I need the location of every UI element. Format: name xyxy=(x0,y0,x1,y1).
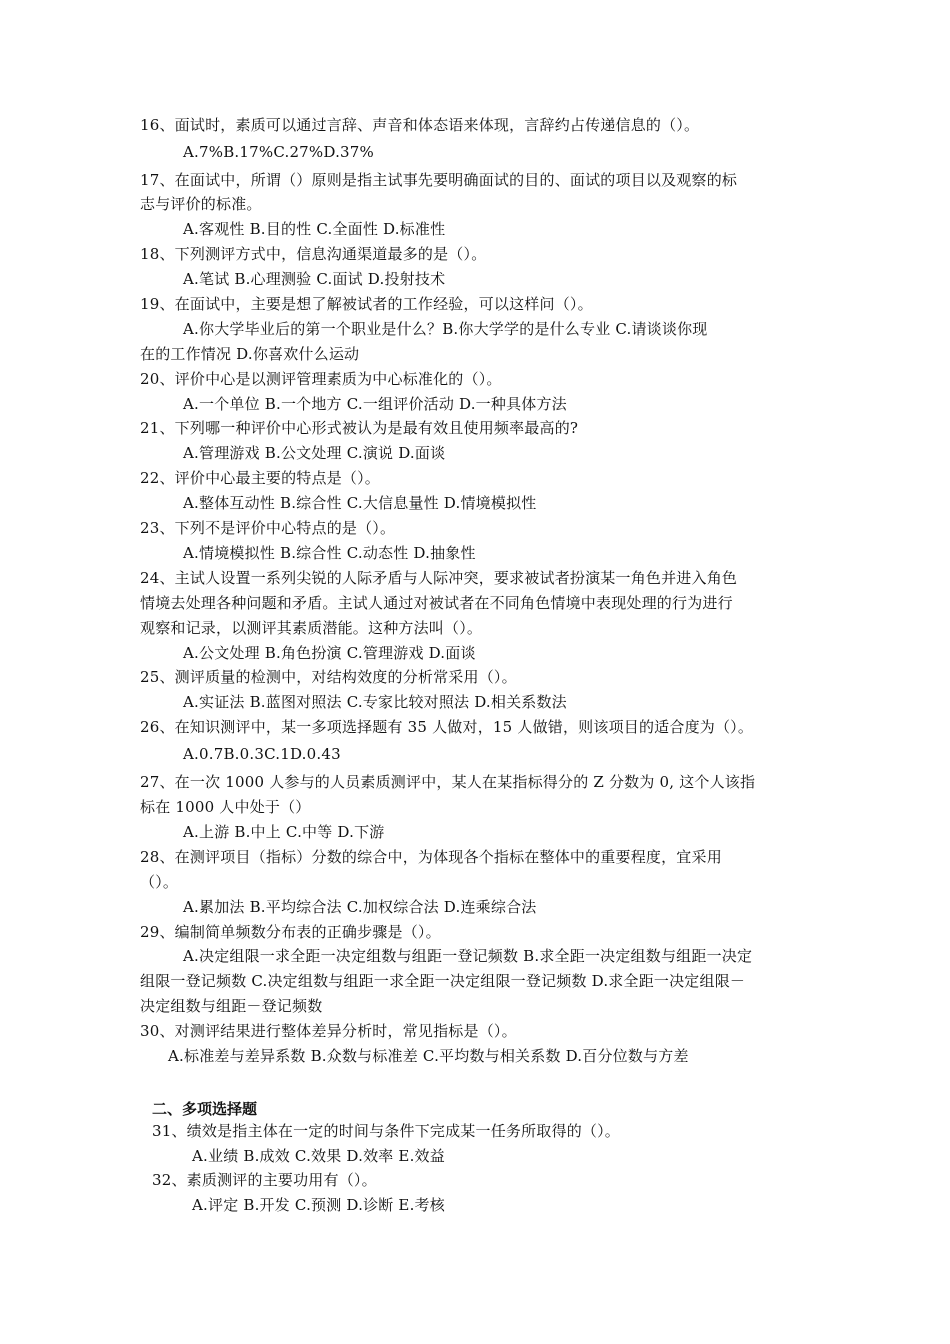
options-30: A.标准差与差异系数 B.众数与标准差 C.平均数与相关系数 D.百分位数与方差 xyxy=(168,1047,689,1065)
options-28: A.累加法 B.平均综合法 C.加权综合法 D.连乘综合法 xyxy=(183,898,537,916)
section-heading-multiple-choice: 二、多项选择题 xyxy=(152,1100,258,1118)
question-27: 27、在一次 1000 人参与的人员素质测评中，某人在某指标得分的 Z 分数为 0, 这个人该指 xyxy=(140,773,756,791)
question-28: 28、在测评项目（指标）分数的综合中，为体现各个指标在整体中的重要程度，宜采用 xyxy=(140,848,722,866)
options-18: A.笔试 B.心理测验 C.面试 D.投射技术 xyxy=(183,270,446,288)
question-30: 30、对测评结果进行整体差异分析时，常见指标是（）。 xyxy=(140,1022,517,1040)
question-24: 24、主试人设置一系列尖锐的人际矛盾与人际冲突，要求被试者扮演某一角色并进入角色 xyxy=(140,569,738,587)
options-19-cont: 在的工作情况 D.你喜欢什么运动 xyxy=(140,345,360,363)
question-22: 22、评价中心最主要的特点是（）。 xyxy=(140,469,380,487)
question-16: 16、面试时，素质可以通过言辞、声音和体态语来体现，言辞约占传递信息的（）。 xyxy=(140,116,700,134)
options-27: A.上游 B.中上 C.中等 D.下游 xyxy=(183,823,385,841)
question-18: 18、下列测评方式中，信息沟通渠道最多的是（）。 xyxy=(140,245,487,263)
question-19: 19、在面试中，主要是想了解被试者的工作经验，可以这样问（）。 xyxy=(140,295,593,313)
options-29-cont-1: 组限一登记频数 C.决定组数与组距一求全距一决定组限一登记频数 D.求全距一决定组限－ xyxy=(140,972,746,990)
question-17: 17、在面试中，所谓（）原则是指主试事先要明确面试的目的、面试的项目以及观察的标 xyxy=(140,171,738,189)
options-29-cont-2: 决定组数与组距－登记频数 xyxy=(140,997,323,1015)
question-28-cont: （）。 xyxy=(140,873,179,891)
options-20: A.一个单位 B.一个地方 C.一组评价活动 D.一种具体方法 xyxy=(183,395,567,413)
question-24-cont-2: 观察和记录，以测评其素质潜能。这种方法叫（）。 xyxy=(140,619,483,637)
question-25: 25、测评质量的检测中，对结构效度的分析常采用（）。 xyxy=(140,668,517,686)
options-21: A.管理游戏 B.公文处理 C.演说 D.面谈 xyxy=(183,444,446,462)
options-26: A.0.7B.0.3C.1D.0.43 xyxy=(183,745,341,763)
options-22: A.整体互动性 B.综合性 C.大信息量性 D.情境模拟性 xyxy=(183,494,537,512)
question-26: 26、在知识测评中，某一多项选择题有 35 人做对，15 人做错，则该项目的适合度为（）。 xyxy=(140,718,754,736)
question-24-cont-1: 情境去处理各种问题和矛盾。主试人通过对被试者在不同角色情境中表现处理的行为进行 xyxy=(140,594,733,612)
options-16: A.7%B.17%C.27%D.37% xyxy=(183,143,374,161)
options-25: A.实证法 B.蓝图对照法 C.专家比较对照法 D.相关系数法 xyxy=(183,693,567,711)
options-19: A.你大学毕业后的第一个职业是什么？B.你大学学的是什么专业 C.请谈谈你现 xyxy=(183,320,708,338)
options-31: A.业绩 B.成效 C.效果 D.效率 E.效益 xyxy=(192,1147,445,1165)
question-23: 23、下列不是评价中心特点的是（）。 xyxy=(140,519,396,537)
options-17: A.客观性 B.目的性 C.全面性 D.标准性 xyxy=(183,220,446,238)
question-32: 32、素质测评的主要功用有（）。 xyxy=(152,1171,377,1189)
question-20: 20、评价中心是以测评管理素质为中心标准化的（）。 xyxy=(140,370,502,388)
question-31: 31、绩效是指主体在一定的时间与条件下完成某一任务所取得的（）。 xyxy=(152,1122,620,1140)
options-29: A.决定组限一求全距一决定组数与组距一登记频数 B.求全距一决定组数与组距一决定 xyxy=(183,947,753,965)
options-24: A.公文处理 B.角色扮演 C.管理游戏 D.面谈 xyxy=(183,644,476,662)
options-23: A.情境模拟性 B.综合性 C.动态性 D.抽象性 xyxy=(183,544,476,562)
question-27-cont: 标在 1000 人中处于（） xyxy=(140,798,311,816)
question-21: 21、下列哪一种评价中心形式被认为是最有效且使用频率最高的? xyxy=(140,419,579,437)
question-29: 29、编制简单频数分布表的正确步骤是（）。 xyxy=(140,923,441,941)
question-17-cont: 志与评价的标准。 xyxy=(140,195,262,213)
options-32: A.评定 B.开发 C.预测 D.诊断 E.考核 xyxy=(192,1196,445,1214)
